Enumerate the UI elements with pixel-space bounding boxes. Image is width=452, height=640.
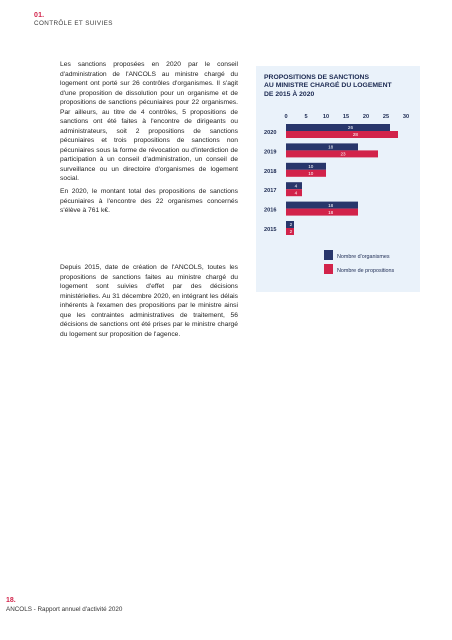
x-tick-label: 25 [382,114,390,120]
legend-label: Nombre de propositions [337,268,395,274]
bar-data-label: 4 [294,183,298,189]
report-title: ANCOLS - Rapport annuel d'activité 2020 [6,606,123,613]
chart-title-line: AU MINISTRE CHARGÉ DU LOGEMENT [264,82,392,90]
bar-data-label: 18 [328,144,334,150]
x-tick-label: 10 [322,114,330,120]
year-label: 2016 [264,207,277,214]
bar [286,143,358,150]
bar [286,202,358,209]
bar-data-label: 2 [289,222,293,228]
bar [286,124,390,131]
bar [286,170,326,177]
chart-title-line: PROPOSITIONS DE SANCTIONS [264,74,369,81]
bar-data-label: 4 [294,190,298,196]
page-number: 18. [6,597,16,604]
legend-swatch [324,250,333,260]
body-paragraph [60,60,238,184]
bar [286,209,358,216]
bar-data-label: 10 [308,171,314,176]
x-tick-label: 15 [342,114,350,120]
chart-panel [256,66,420,292]
bar-data-label: 18 [328,202,334,208]
body-paragraph [60,263,238,339]
bar-data-label: 2 [289,229,293,235]
x-tick-label: 20 [362,114,370,120]
section-title: CONTRÔLE ET SUIVIES [34,20,113,27]
bar [286,131,398,138]
bar-data-label: 28 [352,132,359,138]
legend-swatch [324,264,333,274]
year-label: 2015 [264,227,277,233]
bar [286,163,326,170]
bar [286,150,378,157]
paragraph-text: En 2020, le montant total des propositions de sanctions pécuniaires à l'encontre des 22 organismes concernés s'élève à 761 k€. [60,188,238,214]
x-tick-label: 30 [402,114,410,120]
body-paragraph [60,187,238,216]
year-label: 2017 [264,188,277,195]
section-number: 01. [34,12,45,19]
x-tick-label: 0 [284,114,288,120]
year-label: 2020 [264,130,277,136]
x-tick-label: 5 [304,114,308,120]
paragraph-text: Depuis 2015, date de création de l'ANCOLS, toutes les propositions de sanctions faites au ministre chargé du logement sont suivies d'effet par des décisions ministérielles. Au 31 décembre 2020, en intégrant les délais inhérents à l'examen des propositions par le ministre ainsi que les contraintes administratives de traitement, 56 décisions de sanctions ont été prises par le ministre chargé du logement sur proposition de l'agence. [60,264,238,338]
paragraph-text: Les sanctions proposées en 2020 par le conseil d'administration de l'ANCOLS au ministre chargé du logement ont porté sur 26 contrôles d'organismes. Il s'agit d'une proposition de dissolution pour un organisme et de propositions de sanctions pécuniaires pour 22 organismes. Par ailleurs, au titre de 4 contrôles, 5 propositions de sanctions ont été faites à l'encontre de dirigeants ou administrateurs, soit 2 propositions de sanctions pécuniaires et trois propositions de sanctions non pécuniaires sous la forme de révocation ou d'interdiction de participation à un conseil d'administration, un conseil de surveillance ou un directoire d'organismes de logement social. [60,61,238,182]
bar-data-label: 18 [328,209,334,215]
year-label: 2018 [264,168,277,175]
bar-chart [256,66,420,292]
legend-label: Nombre d'organismes [337,254,390,260]
chart-title-line: DE 2015 À 2020 [264,90,315,98]
bar-data-label: 10 [308,164,314,169]
year-label: 2019 [264,149,277,156]
bar-data-label: 23 [340,151,346,157]
bar-data-label: 26 [347,125,354,131]
